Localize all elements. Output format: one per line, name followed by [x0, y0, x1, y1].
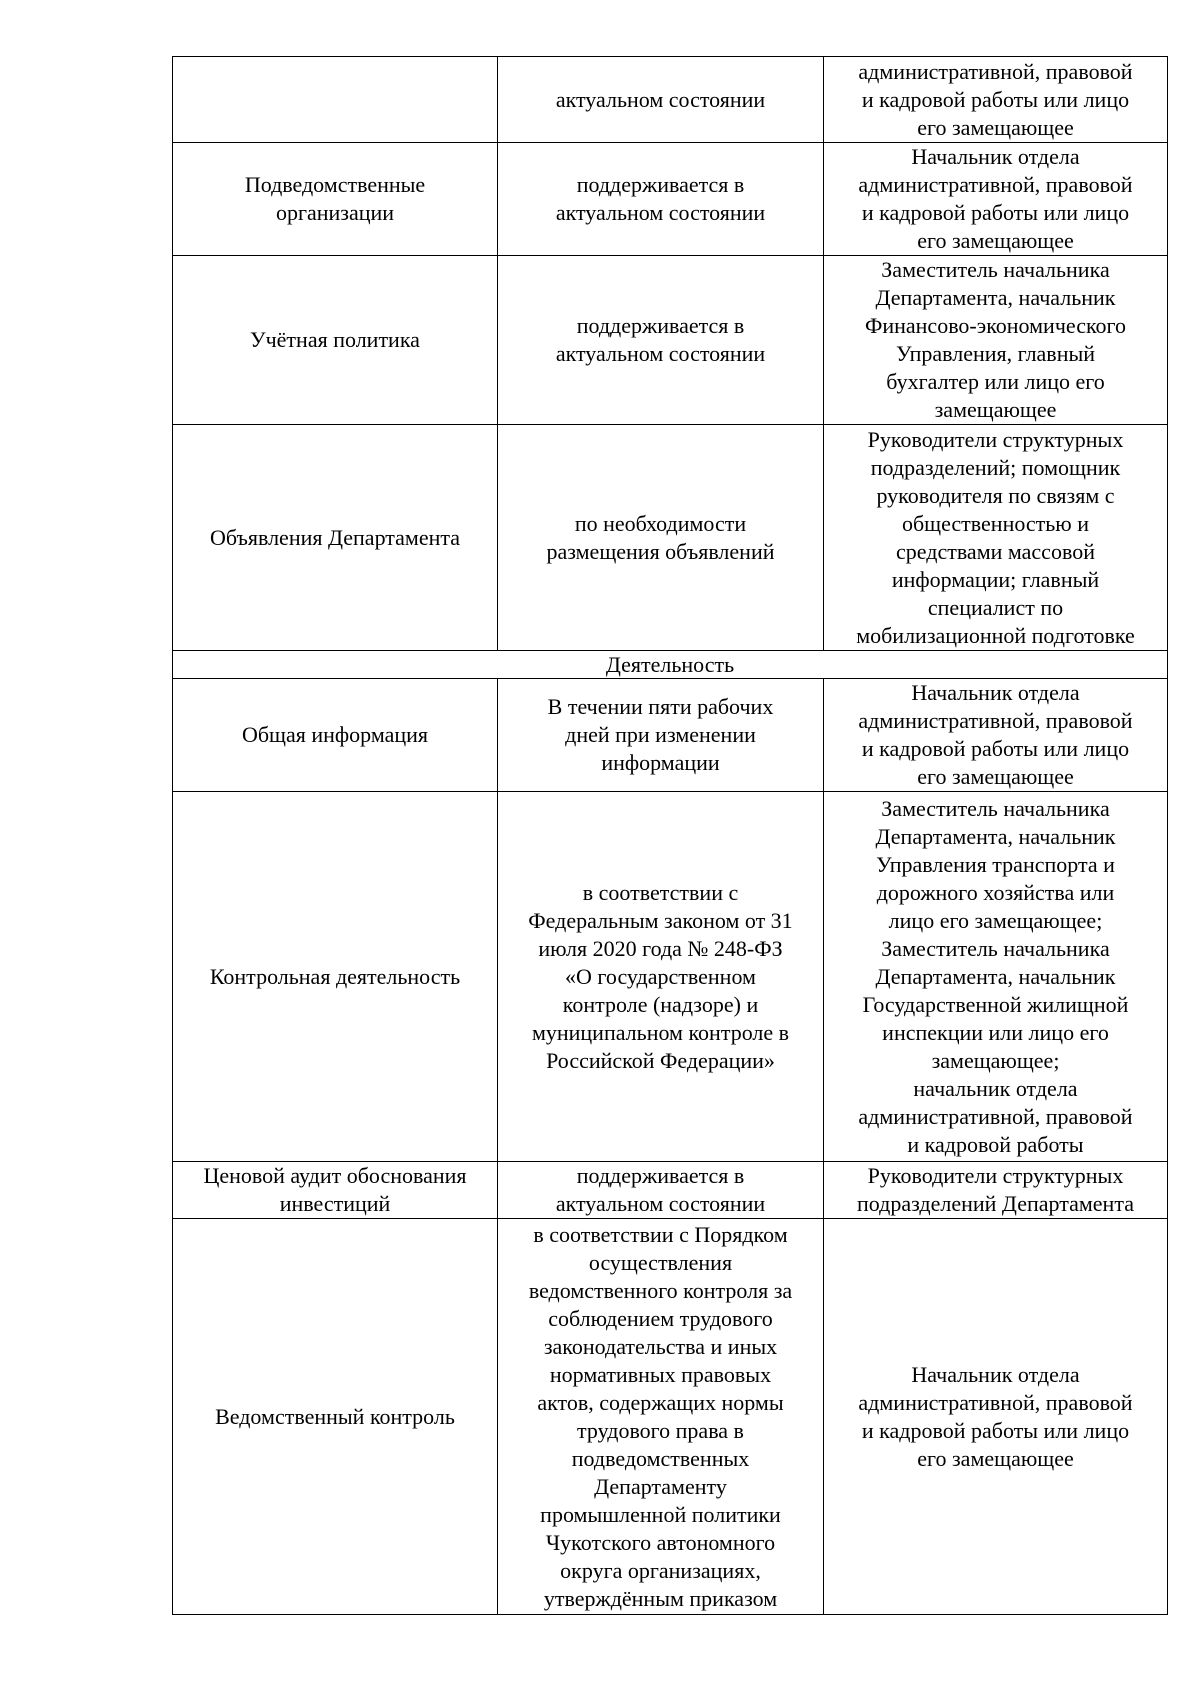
update-terms-cell: поддерживается в актуальном состоянии: [498, 256, 824, 425]
responsible-cell: Начальник отдела административной, правовой и кадровой работы или лицо его замещающее: [824, 1219, 1168, 1615]
table-row: [173, 143, 1168, 256]
responsible-cell: административной, правовой и кадровой работы или лицо его замещающее: [824, 57, 1168, 143]
table-row: [173, 256, 1168, 425]
section-header-row: [173, 651, 1168, 679]
update-terms-cell: поддерживается в актуальном состоянии: [498, 143, 824, 256]
section-title: Деятельность: [173, 651, 1168, 679]
section-name-cell: Подведомственные организации: [173, 143, 498, 256]
section-name-cell: Ведомственный контроль: [173, 1219, 498, 1615]
update-terms-cell: в соответствии с Федеральным законом от 31 июля 2020 года № 248-ФЗ «О государственном контроле (надзоре) и муниципальном контроле в Российской Федерации»: [498, 792, 824, 1162]
section-name-cell: Объявления Департамента: [173, 425, 498, 651]
table-row: [173, 57, 1168, 143]
update-terms-cell: по необходимости размещения объявлений: [498, 425, 824, 651]
section-name-cell: [173, 57, 498, 143]
section-name-cell: Контрольная деятельность: [173, 792, 498, 1162]
section-name-cell: Ценовой аудит обоснования инвестиций: [173, 1162, 498, 1219]
table-row: [173, 792, 1168, 1162]
table-row: [173, 679, 1168, 792]
responsible-cell: Начальник отдела административной, правовой и кадровой работы или лицо его замещающее: [824, 679, 1168, 792]
update-terms-cell: В течении пяти рабочих дней при изменении информации: [498, 679, 824, 792]
update-terms-cell: актуальном состоянии: [498, 57, 824, 143]
table-row: [173, 1219, 1168, 1615]
section-name-cell: Учётная политика: [173, 256, 498, 425]
table-row: [173, 1162, 1168, 1219]
update-terms-cell: поддерживается в актуальном состоянии: [498, 1162, 824, 1219]
responsible-cell: Заместитель начальника Департамента, начальник Управления транспорта и дорожного хозяйства или лицо его замещающее; Заместитель начальника Департамента, начальник Государственной жилищной инспекции или лицо его замещающее; начальник отдела административной, правовой и кадровой работы: [824, 792, 1168, 1162]
responsible-cell: Руководители структурных подразделений Департамента: [824, 1162, 1168, 1219]
responsibility-table: [172, 56, 1168, 1615]
table-body: [173, 57, 1168, 1615]
section-name-cell: Общая информация: [173, 679, 498, 792]
table-row: [173, 425, 1168, 651]
responsible-cell: Заместитель начальника Департамента, начальник Финансово-экономического Управления, главный бухгалтер или лицо его замещающее: [824, 256, 1168, 425]
responsible-cell: Руководители структурных подразделений; помощник руководителя по связям с общественностью и средствами массовой информации; главный специалист по мобилизационной подготовке: [824, 425, 1168, 651]
responsible-cell: Начальник отдела административной, правовой и кадровой работы или лицо его замещающее: [824, 143, 1168, 256]
update-terms-cell: в соответствии с Порядком осуществления ведомственного контроля за соблюдением трудового законодательства и иных нормативных правовых актов, содержащих нормы трудового права в подведомственных Департаменту промышленной политики Чукотского автономного округа организациях, утверждённым приказом: [498, 1219, 824, 1615]
